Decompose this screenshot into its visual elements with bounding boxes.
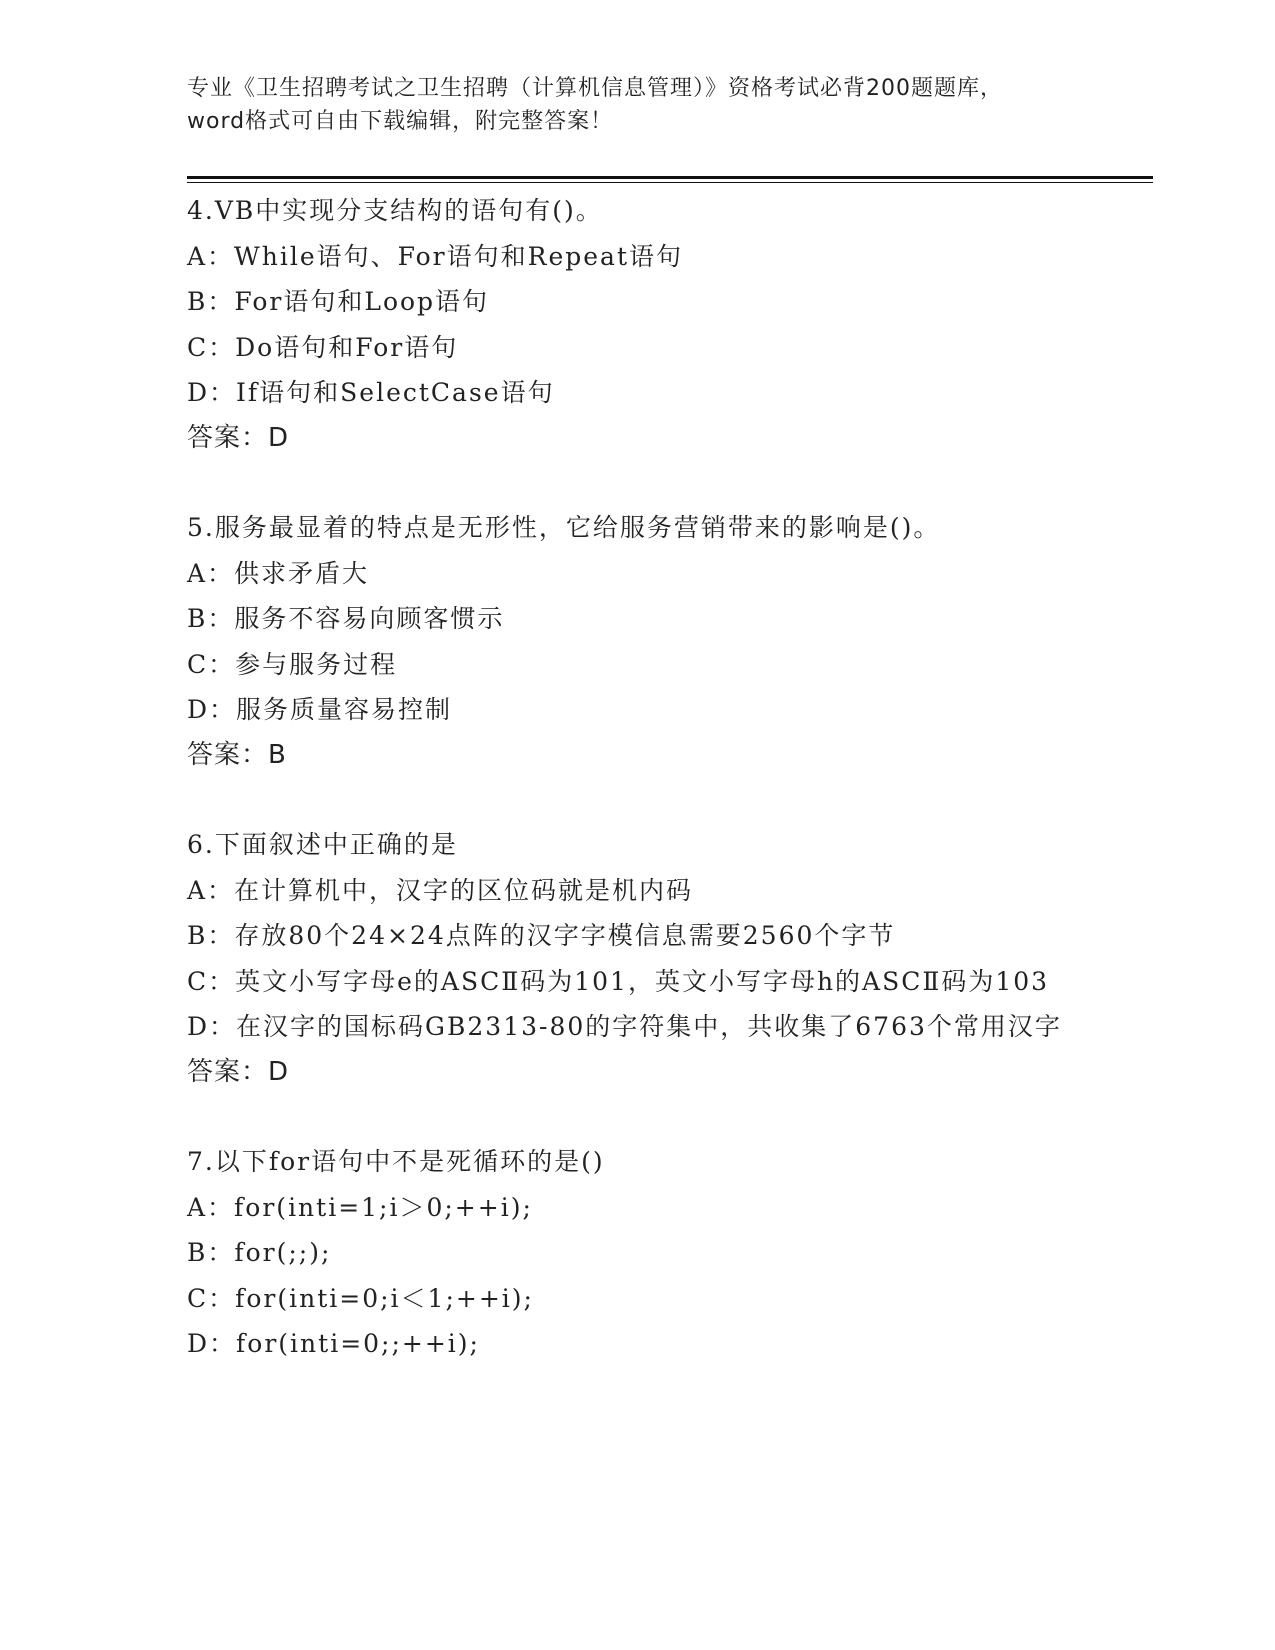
question-stem: 6.下面叙述中正确的是 <box>187 830 458 859</box>
header-divider-thick <box>187 176 1153 179</box>
answer-line <box>187 1050 1067 1096</box>
option-b: B：for(;;); <box>187 1238 332 1267</box>
answer-line <box>187 733 1067 779</box>
answer-label: 答案： <box>187 739 269 770</box>
question-item <box>187 1139 1067 1367</box>
option-a: A：供求矛盾大 <box>187 558 370 588</box>
answer-label: 答案： <box>187 1056 269 1087</box>
option-c: C：Do语句和For语句 <box>187 332 459 362</box>
question-list <box>187 188 1067 1411</box>
option-b: B：服务不容易向顾客惯示 <box>187 604 505 633</box>
question-stem: 5.服务最显着的特点是无形性，它给服务营销带来的影响是()。 <box>187 513 941 542</box>
document-header <box>187 72 1087 138</box>
option-a: A：While语句、For语句和Repeat语句 <box>187 241 683 271</box>
question-item <box>187 505 1067 778</box>
option-c: C：参与服务过程 <box>187 649 398 679</box>
option-b: B：存放80个24×24点阵的汉字字模信息需要2560个字节 <box>187 921 896 950</box>
answer-value: D <box>268 1056 289 1087</box>
question-item <box>187 188 1067 461</box>
question-stem: 7.以下for语句中不是死循环的是() <box>187 1147 605 1176</box>
option-d: D：服务质量容易控制 <box>187 695 453 724</box>
option-c: C：for(inti=0;i＜1;++i); <box>187 1283 534 1313</box>
option-a: A：在计算机中，汉字的区位码就是机内码 <box>187 875 694 905</box>
option-a: A：for(inti=1;i＞0;++i); <box>187 1192 533 1222</box>
option-c: C：英文小写字母e的ASCⅡ码为101，英文小写字母h的ASCⅡ码为103 <box>187 966 1050 996</box>
question-item <box>187 822 1067 1095</box>
option-d: D：If语句和SelectCase语句 <box>187 378 555 407</box>
answer-value: D <box>268 422 289 453</box>
header-divider-thin <box>187 182 1153 183</box>
option-b: B：For语句和Loop语句 <box>187 287 490 316</box>
answer-line <box>187 416 1067 462</box>
option-d: D：在汉字的国标码GB2313-80的字符集中，共收集了6763个常用汉字 <box>187 1012 1062 1041</box>
answer-label: 答案： <box>187 422 269 453</box>
question-stem: 4.VB中实现分支结构的语句有()。 <box>187 196 603 225</box>
answer-value: B <box>268 739 286 770</box>
option-d: D：for(inti=0;;++i); <box>187 1329 480 1358</box>
header-line-1: 专业《卫生招聘考试之卫生招聘（计算机信息管理）》资格考试必背200题题库， <box>187 76 1003 101</box>
header-line-2: word格式可自由下载编辑，附完整答案！ <box>187 109 614 134</box>
